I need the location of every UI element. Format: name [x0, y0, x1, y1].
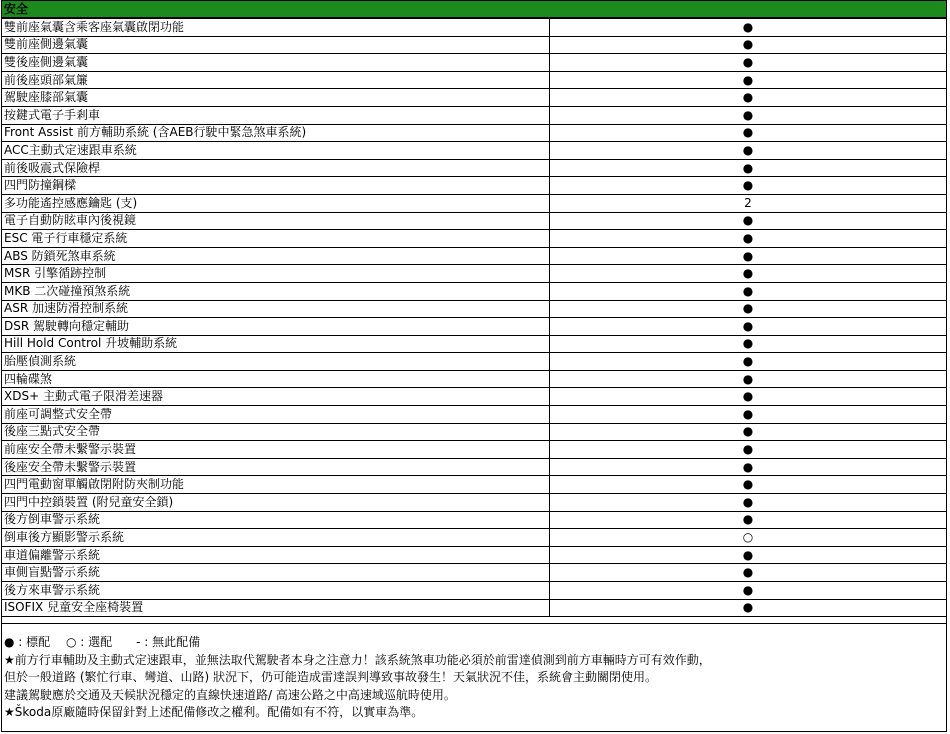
table-row: [2, 177, 947, 195]
feature-availability: ●: [550, 247, 947, 265]
feature-availability: ●: [550, 388, 947, 406]
feature-name: 胎壓偵測系統: [2, 353, 550, 371]
feature-availability: ●: [550, 406, 947, 424]
table-row: [2, 106, 947, 124]
table-row: [2, 54, 947, 72]
feature-name: 車道偏離警示系統: [2, 546, 550, 564]
table-row: [2, 494, 947, 512]
table-row: [2, 441, 947, 459]
table-row: [2, 194, 947, 212]
footnote-line: ★Škoda原廠隨時保留針對上述配備修改之權利。配備如有不符，以實車為準。: [4, 705, 424, 720]
table-divider: [2, 617, 946, 624]
feature-availability: ●: [550, 36, 947, 54]
table-row: [2, 511, 947, 529]
feature-name: 雙後座側邊氣囊: [2, 54, 550, 72]
feature-availability: ●: [550, 142, 947, 160]
feature-name: ESC 電子行車穩定系統: [2, 230, 550, 248]
section-header: 安全: [2, 1, 946, 18]
feature-name: 四門電動窗單觸啟閉附防夾制功能: [2, 476, 550, 494]
table-row: [2, 353, 947, 371]
feature-availability: ●: [550, 564, 947, 582]
table-row: [2, 529, 947, 547]
feature-availability: ●: [550, 458, 947, 476]
table-row: [2, 335, 947, 353]
legend-note: ● : 標配 ○ : 選配 - : 無此配備: [4, 635, 201, 650]
table-row: [2, 36, 947, 54]
feature-name: 雙前座氣囊含乘客座氣囊啟閉功能: [2, 19, 550, 37]
feature-availability: ●: [550, 582, 947, 600]
feature-availability: ●: [550, 159, 947, 177]
feature-availability: ●: [550, 423, 947, 441]
feature-name: Front Assist 前方輔助系統 (含AEB行駛中緊急煞車系統): [2, 124, 550, 142]
table-row: [2, 599, 947, 617]
feature-availability: ●: [550, 71, 947, 89]
feature-name: 四門中控鎖裝置 (附兒童安全鎖): [2, 494, 550, 512]
feature-name: MSR 引擎循跡控制: [2, 265, 550, 283]
feature-name: ASR 加速防滑控制系統: [2, 300, 550, 318]
feature-name: 四門防撞鋼樑: [2, 177, 550, 195]
feature-name: 多功能遙控感應鑰匙 (支): [2, 194, 550, 212]
feature-availability: ●: [550, 19, 947, 37]
spec-table: [1, 18, 947, 617]
table-row: [2, 89, 947, 107]
table-row: [2, 406, 947, 424]
table-row: [2, 370, 947, 388]
footnote-line: ★前方行車輔助及主動式定速跟車，並無法取代駕駛者本身之注意力！該系統煞車功能必須於前雷達偵測到前方車輛時方可有效作動，: [4, 652, 711, 667]
table-row: [2, 19, 947, 37]
table-row: [2, 265, 947, 283]
feature-availability: ●: [550, 441, 947, 459]
table-row: [2, 423, 947, 441]
feature-availability: ●: [550, 106, 947, 124]
feature-availability: ●: [550, 300, 947, 318]
feature-availability: ●: [550, 511, 947, 529]
feature-availability: ●: [550, 599, 947, 617]
feature-name: 四輪碟煞: [2, 370, 550, 388]
table-row: [2, 159, 947, 177]
feature-name: ACC主動式定速跟車系統: [2, 142, 550, 160]
table-row: [2, 124, 947, 142]
feature-name: XDS+ 主動式電子限滑差速器: [2, 388, 550, 406]
feature-name: DSR 駕駛轉向穩定輔助: [2, 318, 550, 336]
table-row: [2, 282, 947, 300]
feature-name: 按鍵式電子手剎車: [2, 106, 550, 124]
feature-name: 駕駛座膝部氣囊: [2, 89, 550, 107]
feature-name: 前座安全帶未繫警示裝置: [2, 441, 550, 459]
feature-availability: ●: [550, 318, 947, 336]
table-row: [2, 212, 947, 230]
feature-availability: ●: [550, 282, 947, 300]
feature-availability: ●: [550, 212, 947, 230]
table-row: [2, 458, 947, 476]
feature-name: 前座可調整式安全帶: [2, 406, 550, 424]
feature-name: 電子自動防眩車內後視鏡: [2, 212, 550, 230]
feature-name: ABS 防鎖死煞車系統: [2, 247, 550, 265]
table-row: [2, 582, 947, 600]
feature-name: 後方來車警示系統: [2, 582, 550, 600]
feature-availability: ●: [550, 177, 947, 195]
feature-availability: ●: [550, 54, 947, 72]
feature-name: MKB 二次碰撞預煞系統: [2, 282, 550, 300]
feature-availability: ●: [550, 89, 947, 107]
feature-availability: ●: [550, 494, 947, 512]
table-row: [2, 247, 947, 265]
footnotes: [2, 624, 946, 722]
table-row: [2, 230, 947, 248]
feature-name: 車側盲點警示系統: [2, 564, 550, 582]
feature-availability: ●: [550, 370, 947, 388]
feature-availability: ●: [550, 546, 947, 564]
feature-name: 倒車後方顯影警示系統: [2, 529, 550, 547]
feature-name: 前後吸震式保險桿: [2, 159, 550, 177]
feature-availability: ●: [550, 124, 947, 142]
feature-availability: 2: [550, 194, 947, 212]
table-row: [2, 564, 947, 582]
feature-availability: ●: [550, 476, 947, 494]
feature-availability: ○: [550, 529, 947, 547]
feature-availability: ●: [550, 353, 947, 371]
table-row: [2, 318, 947, 336]
feature-name: ISOFIX 兒童安全座椅裝置: [2, 599, 550, 617]
table-row: [2, 71, 947, 89]
feature-name: 前後座頭部氣簾: [2, 71, 550, 89]
footnote-line: 但於一般道路 (繁忙行車、彎道、山路) 狀況下，仍可能造成雷達誤判導致事故發生！天氣狀況不佳，系統會主動關閉使用。: [4, 670, 657, 685]
footnote-line: 建議駕駛應於交通及天候狀況穩定的直線快速道路/ 高速公路之中高速域巡航時使用。: [4, 687, 456, 702]
feature-name: 後方倒車警示系統: [2, 511, 550, 529]
feature-name: 後座安全帶未繫警示裝置: [2, 458, 550, 476]
table-row: [2, 300, 947, 318]
feature-availability: ●: [550, 335, 947, 353]
table-row: [2, 388, 947, 406]
feature-name: Hill Hold Control 升坡輔助系統: [2, 335, 550, 353]
feature-availability: ●: [550, 265, 947, 283]
table-row: [2, 546, 947, 564]
spec-sheet: [1, 0, 947, 732]
table-row: [2, 476, 947, 494]
feature-name: 後座三點式安全帶: [2, 423, 550, 441]
feature-name: 雙前座側邊氣囊: [2, 36, 550, 54]
table-row: [2, 142, 947, 160]
feature-availability: ●: [550, 230, 947, 248]
